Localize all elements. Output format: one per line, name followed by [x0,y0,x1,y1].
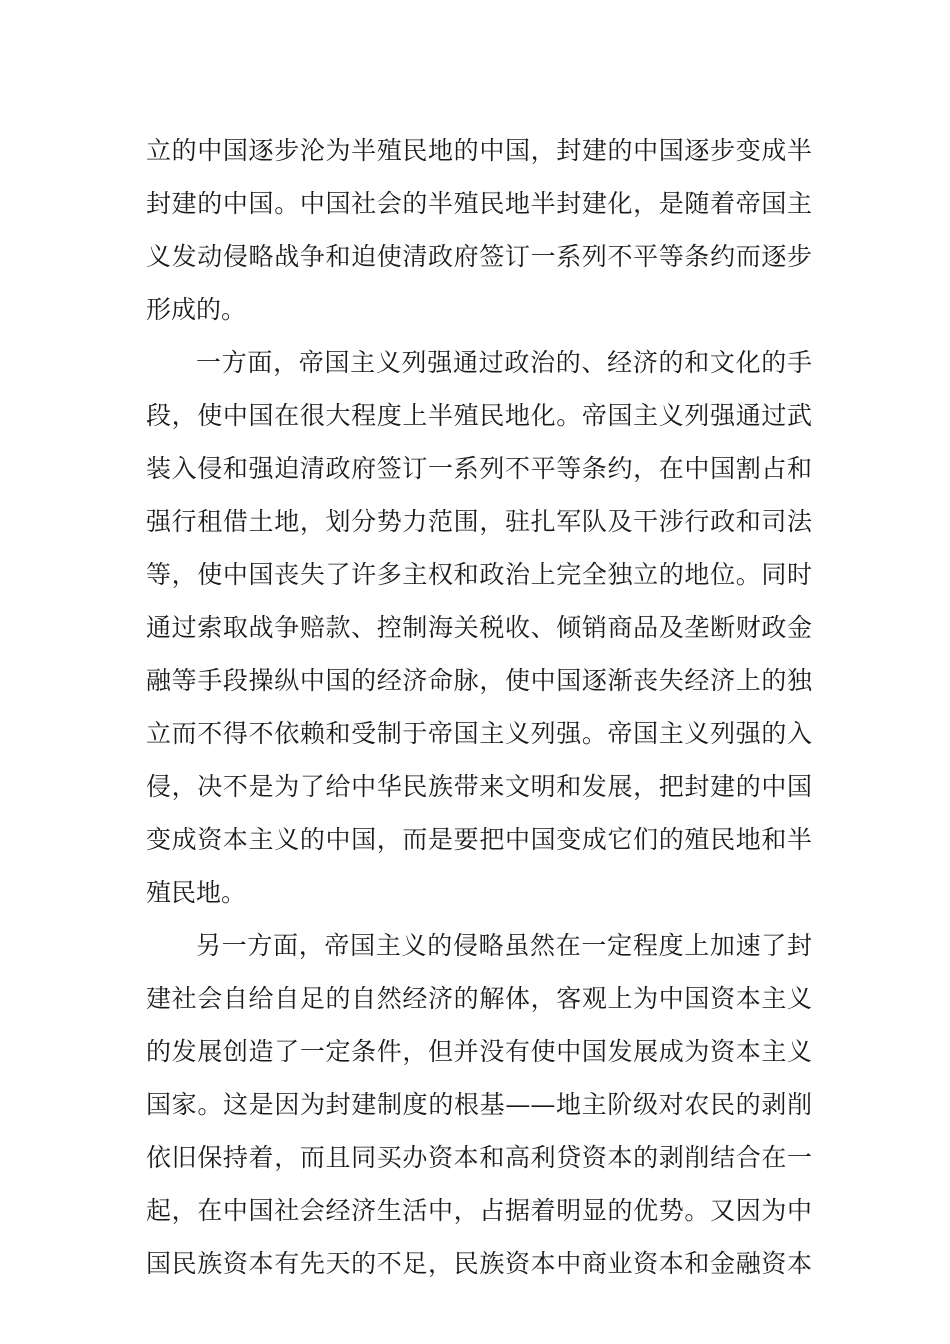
text-line: 侵，决不是为了给中华民族带来文明和发展，把封建的中国 [146,772,812,801]
text-line: 国家。这是因为封建制度的根基——地主阶级对农民的剥削 [146,1090,812,1119]
text-line: 起，在中国社会经济生活中，占据着明显的优势。又因为中 [146,1196,812,1225]
paragraph-start-line: 另一方面，帝国主义的侵略虽然在一定程度上加速了封 [196,931,812,960]
text-line: 通过索取战争赔款、控制海关税收、倾销商品及垄断财政金 [146,613,812,642]
text-line: 的发展创造了一定条件，但并没有使中国发展成为资本主义 [146,1037,812,1066]
text-line: 等，使中国丧失了许多主权和政治上完全独立的地位。同时 [146,560,812,589]
text-line: 依旧保持着，而且同买办资本和高利贷资本的剥削结合在一 [146,1143,812,1172]
paragraph-end-line: 殖民地。 [146,878,247,907]
text-line: 强行租借土地，划分势力范围，驻扎军队及干涉行政和司法 [146,507,812,536]
paragraph-end-line: 形成的。 [146,295,247,324]
body-text [146,124,812,1290]
text-line: 立而不得不依赖和受制于帝国主义列强。帝国主义列强的入 [146,719,812,748]
text-line: 融等手段操纵中国的经济命脉，使中国逐渐丧失经济上的独 [146,666,812,695]
text-line: 建社会自给自足的自然经济的解体，客观上为中国资本主义 [146,984,812,1013]
text-line: 义发动侵略战争和迫使清政府签订一系列不平等条约而逐步 [146,242,812,271]
paragraph-start-line: 一方面，帝国主义列强通过政治的、经济的和文化的手 [196,348,812,377]
text-line: 封建的中国。中国社会的半殖民地半封建化，是随着帝国主 [146,189,812,218]
text-line: 国民族资本有先天的不足，民族资本中商业资本和金融资本 [146,1249,812,1278]
text-line: 变成资本主义的中国，而是要把中国变成它们的殖民地和半 [146,825,812,854]
text-line: 段，使中国在很大程度上半殖民地化。帝国主义列强通过武 [146,401,812,430]
text-line: 装入侵和强迫清政府签订一系列不平等条约，在中国割占和 [146,454,812,483]
text-line: 立的中国逐步沦为半殖民地的中国，封建的中国逐步变成半 [146,136,812,165]
